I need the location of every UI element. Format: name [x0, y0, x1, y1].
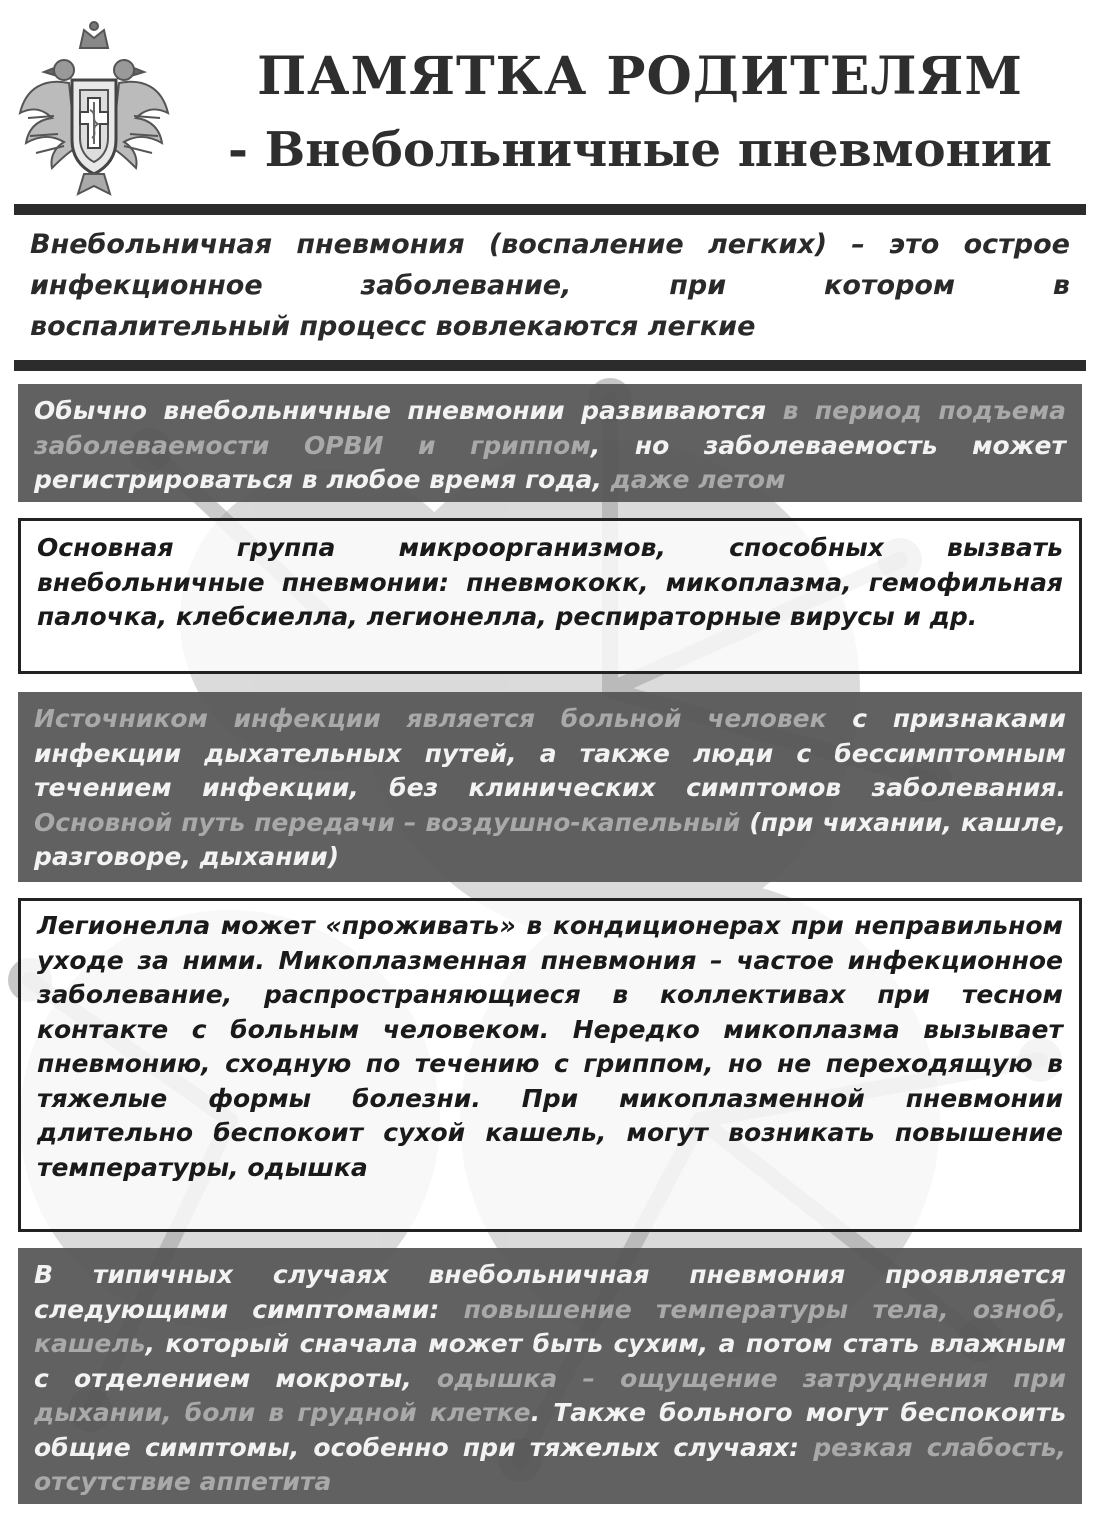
page-title-line2: - Внебольничные пневмонии — [228, 122, 1052, 178]
intro-text-main: Внебольничная пневмония (воспаление легких) – это острое инфекционное заболевание, при котором в — [30, 229, 1070, 301]
info-block-seasonality — [18, 384, 1082, 502]
block-text: Обычно внебольничные пневмонии развиваются в период подъема заболеваемости ОРВИ и гриппом, но заболеваемость может регистрироваться в любое время года, даже летом — [34, 396, 1067, 494]
block-text: Источником инфекции является больной человек с признаками инфекции дыхательных путей, а также люди с бессимптомным течением инфекции, без клинических симптомов заболевания. Основной путь передачи – воздушно-капельный (при чихании, кашле, разговоре, дыхании) — [34, 704, 1067, 871]
intro-text-last: воспалительный процесс вовлекаются легкие — [30, 311, 756, 342]
info-block-transmission — [18, 692, 1082, 882]
info-block-legionella-mycoplasma — [18, 898, 1082, 1232]
info-block-symptoms — [18, 1248, 1082, 1504]
page-title-line1: ПАМЯТКА РОДИТЕЛЯМ — [257, 46, 1023, 107]
block-text: Легионелла может «проживать» в кондиционерах при неправильном уходе за ними. Микоплазменная пневмония – частое инфекционное заболевание, распространяющиеся в коллективах при тесном контакте с больным человеком. Нередко микоплазма вызывает пневмонию, сходную по течению с гриппом, но не переходящую в тяжелые формы болезни. При микоплазменной пневмонии длительно беспокоит сухой кашель, могут возникать повышение температуры, одышка — [37, 911, 1063, 1182]
double-headed-eagle-emblem-icon — [14, 18, 174, 203]
intro-definition — [30, 224, 1070, 347]
header-divider — [14, 204, 1086, 215]
info-block-pathogens — [18, 518, 1082, 674]
block-text: В типичных случаях внебольничная пневмония проявляется следующими симптомами: повышение температуры тела, озноб, кашель, который сначала может быть сухим, а потом стать влажным с отделением мокроты, одышка – ощущение затруднения при дыхании, боли в грудной клетке. Также больного могут беспокоить общие симптомы, особенно при тяжелых случаях: резкая слабость, отсутствие аппетита — [34, 1260, 1067, 1496]
block-text: Основная группа микроорганизмов, способных вызвать внебольничные пневмонии: пневмококк, микоплазма, гемофильная палочка, клебсиелла, легионелла, респираторные вирусы и др. — [37, 533, 1063, 631]
